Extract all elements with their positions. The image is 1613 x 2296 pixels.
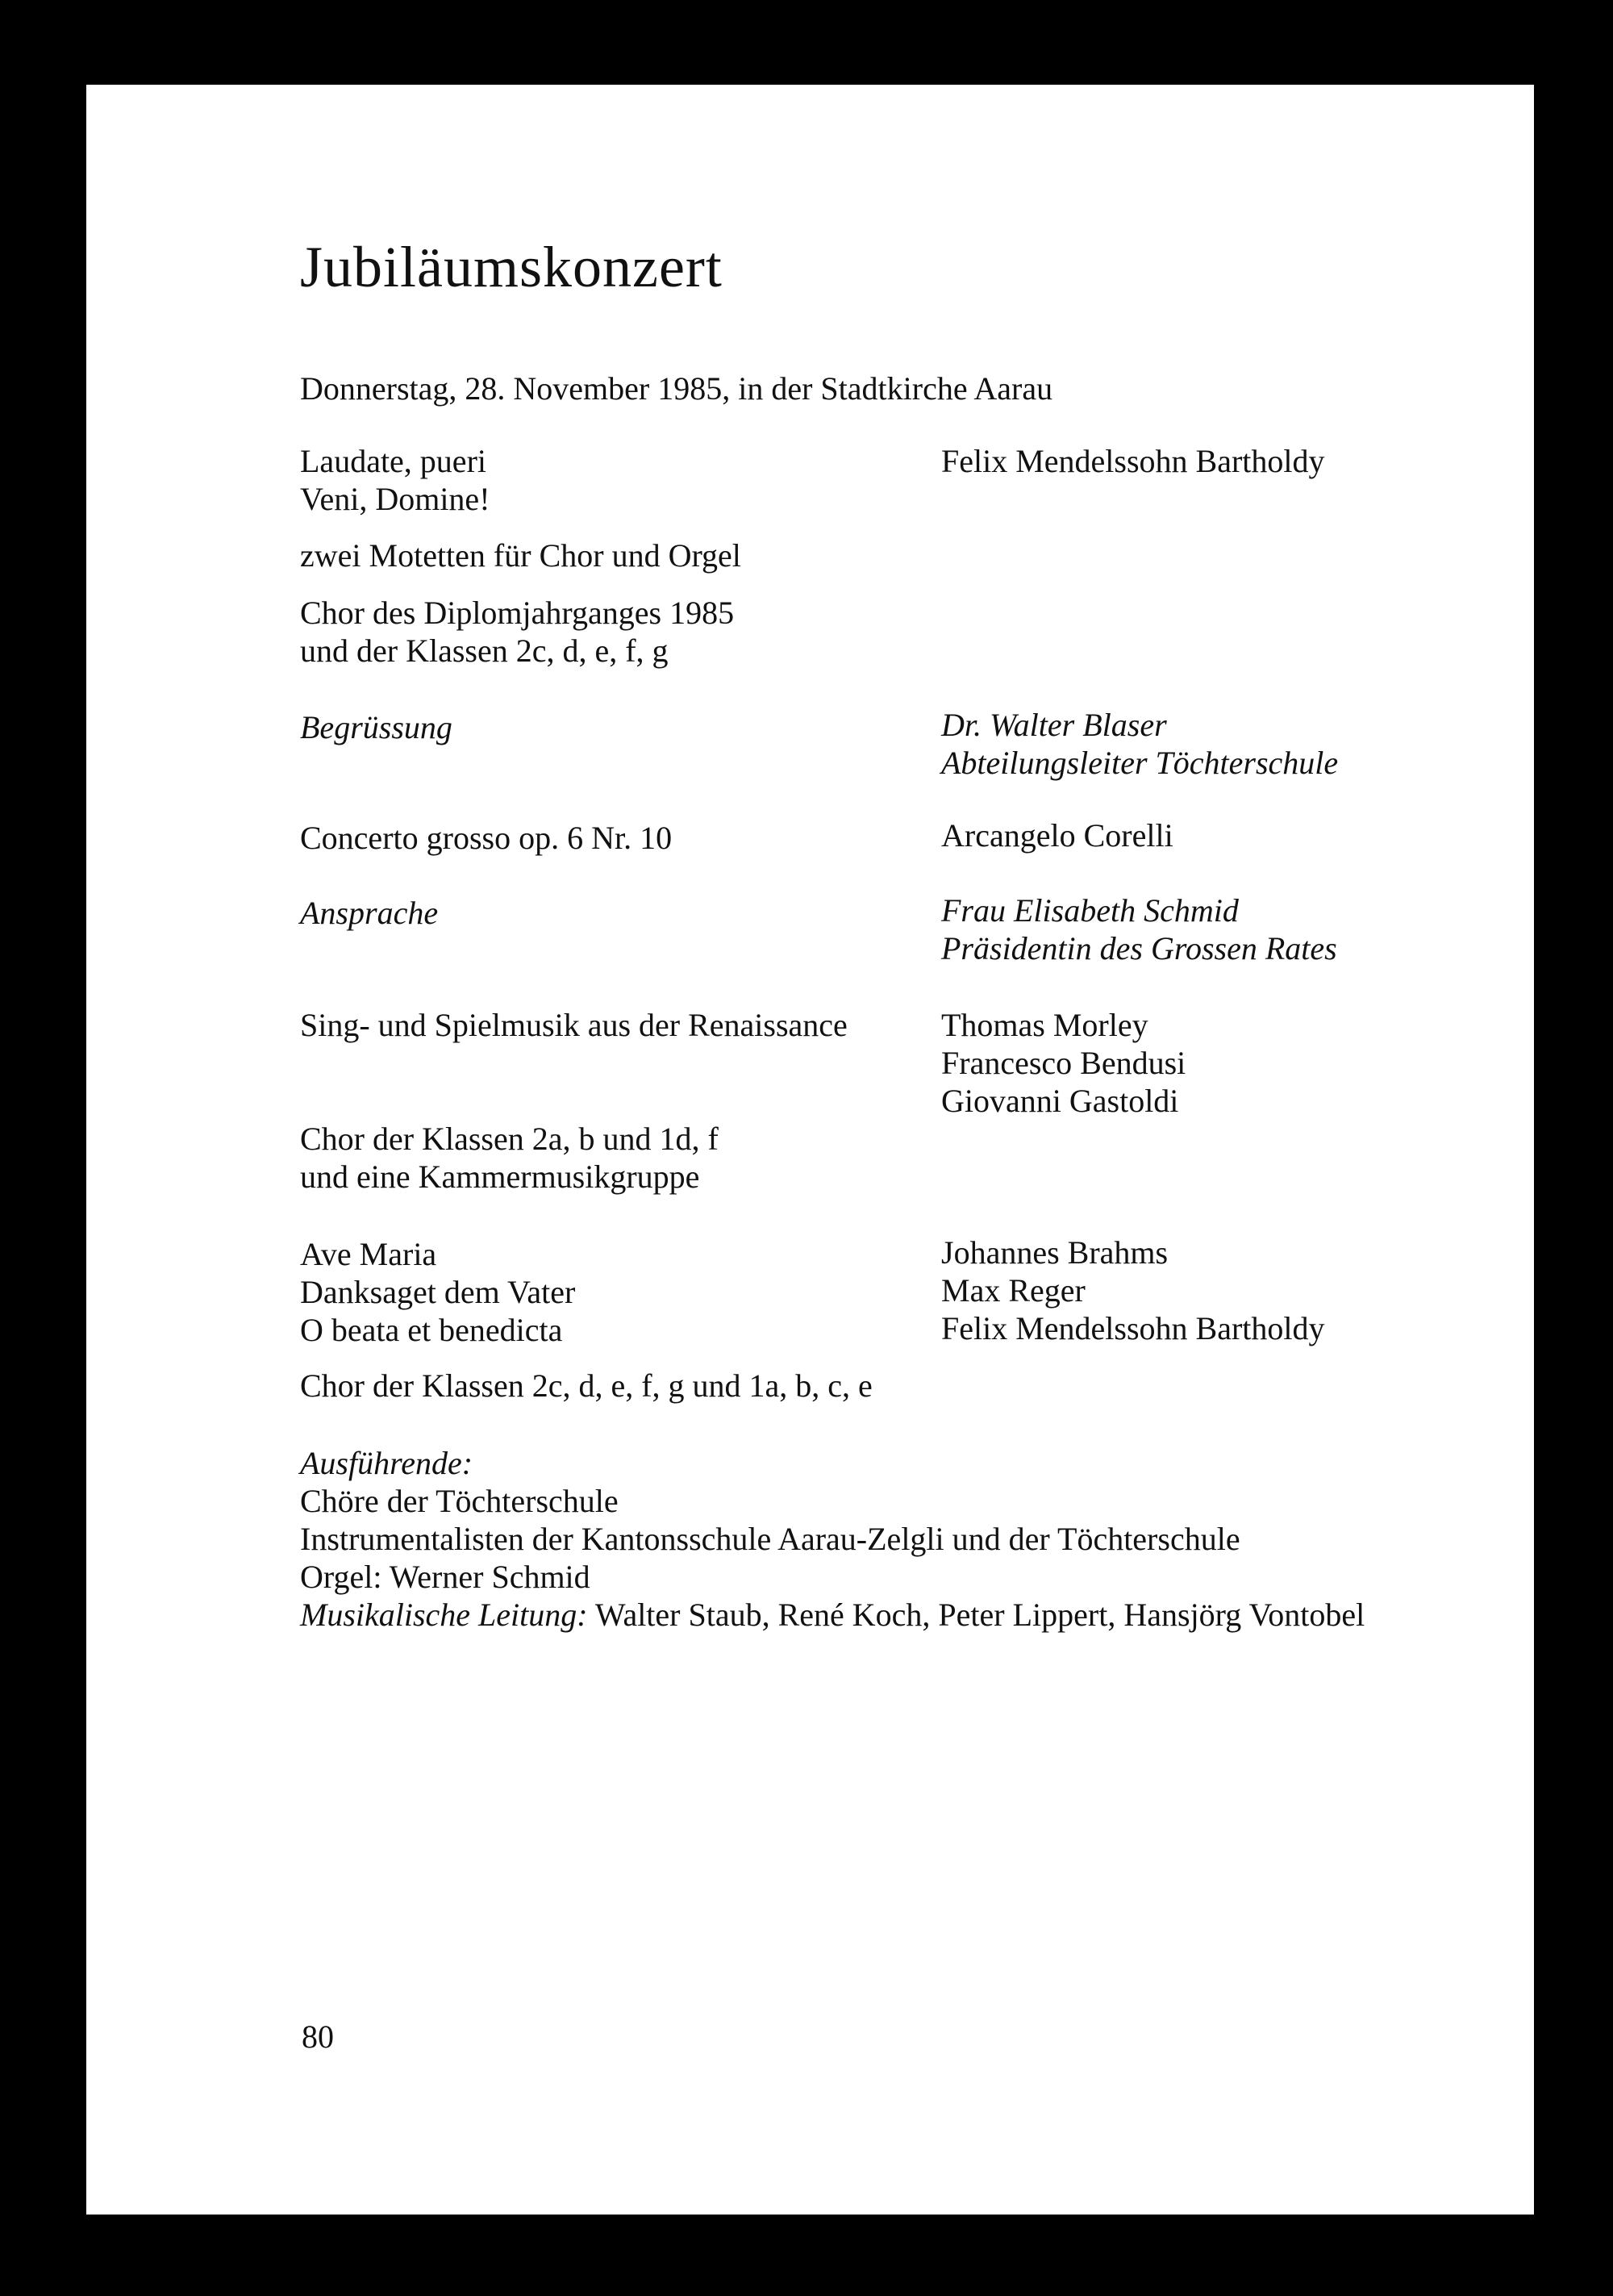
page-title: Jubiläumskonzert (300, 235, 723, 299)
performers-line: Chor des Diplomjahrganges 1985 (300, 595, 735, 631)
direction-label: Musikalische Leitung: (300, 1597, 588, 1633)
speaker-name: Dr. Walter Blaser (941, 707, 1167, 743)
work-title: Sing- und Spielmusik aus der Renaissance (300, 1007, 848, 1043)
work-title: O beata et benedicta (300, 1312, 563, 1348)
composer-name: Francesco Bendusi (941, 1045, 1186, 1081)
speaker-role: Abteilungsleiter Töchterschule (941, 745, 1339, 781)
composer-name: Felix Mendelssohn Bartholdy (941, 1310, 1325, 1346)
work-title: Danksaget dem Vater (300, 1274, 576, 1310)
work-title: Laudate, pueri (300, 443, 486, 479)
greeting-label: Begrüssung (300, 709, 452, 745)
performers-line: und der Klassen 2c, d, e, f, g (300, 632, 669, 669)
performers-line: und eine Kammermusikgruppe (300, 1158, 700, 1195)
page-number: 80 (302, 2018, 334, 2055)
work-title: Concerto grosso op. 6 Nr. 10 (300, 820, 673, 856)
musical-direction (300, 1599, 1365, 1631)
direction-names: Walter Staub, René Koch, Peter Lippert, Hansjörg Vontobel (587, 1597, 1365, 1633)
composer-name: Arcangelo Corelli (941, 817, 1173, 854)
work-description: zwei Motetten für Chor und Orgel (300, 537, 741, 574)
composer-name: Giovanni Gastoldi (941, 1083, 1179, 1119)
date-line: Donnerstag, 28. November 1985, in der Stadtkirche Aarau (300, 370, 1053, 407)
work-title: Veni, Domine! (300, 481, 490, 517)
speaker-name: Frau Elisabeth Schmid (941, 892, 1239, 929)
performers-line: Chor der Klassen 2a, b und 1d, f (300, 1121, 719, 1157)
composer-name: Thomas Morley (941, 1007, 1148, 1043)
credits-line: Chöre der Töchterschule (300, 1483, 619, 1519)
composer-name: Felix Mendelssohn Bartholdy (941, 443, 1325, 479)
credits-line: Orgel: Werner Schmid (300, 1559, 590, 1595)
credits-label: Ausführende: (300, 1445, 473, 1481)
speech-label: Ansprache (300, 895, 439, 931)
performers-line: Chor der Klassen 2c, d, e, f, g und 1a, b, c, e (300, 1367, 873, 1404)
credits-line: Instrumentalisten der Kantonsschule Aarau-Zelgli und der Töchterschule (300, 1521, 1240, 1557)
composer-name: Max Reger (941, 1272, 1086, 1309)
composer-name: Johannes Brahms (941, 1234, 1169, 1271)
speaker-role: Präsidentin des Grossen Rates (941, 930, 1337, 966)
document-page (86, 85, 1534, 2215)
work-title: Ave Maria (300, 1236, 437, 1272)
